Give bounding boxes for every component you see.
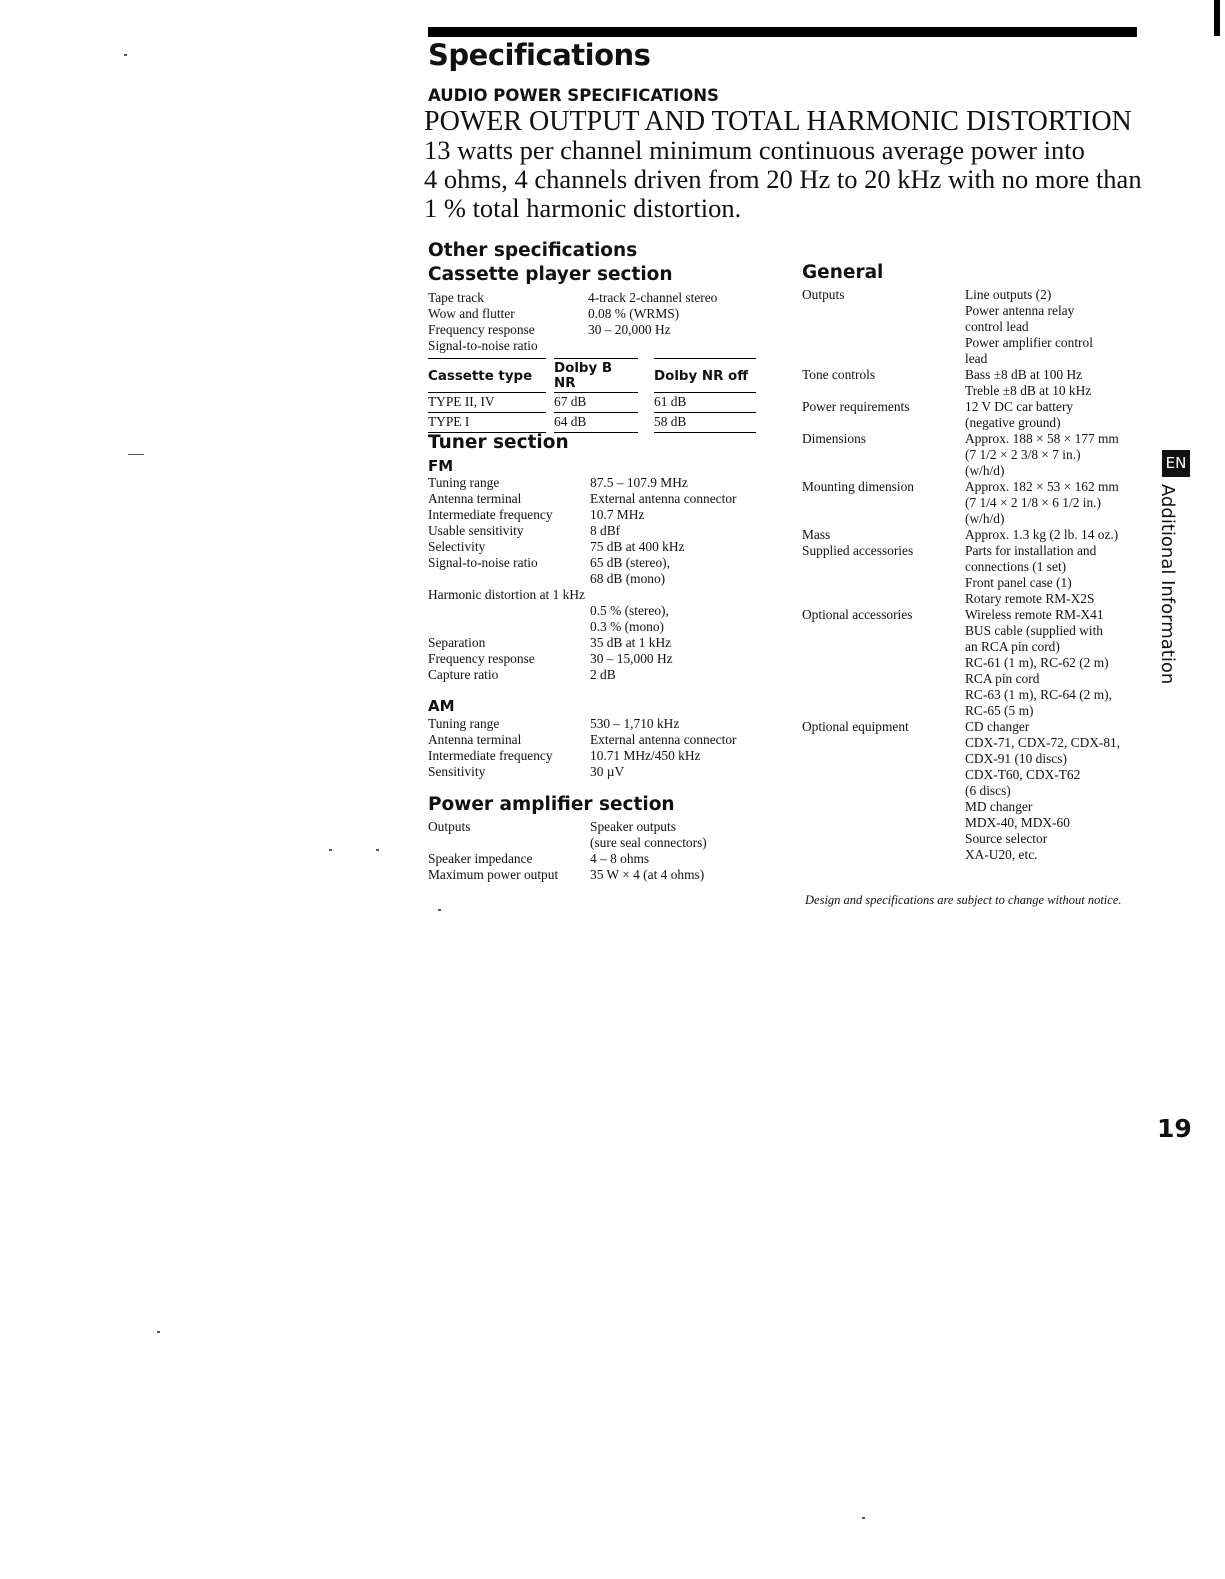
spec-label: Sensitivity [428,764,486,779]
cassette-section-heading: Cassette player section [428,264,673,285]
spec-label: Mass [802,527,831,542]
table-header: Cassette type [428,359,546,393]
spec-label: Outputs [428,819,471,834]
table-header: Dolby B NR [554,359,638,393]
spec-value: Front panel case (1) [965,575,1072,590]
general-section-heading: General [802,262,884,283]
spec-value: CDX-T60, CDX-T62 [965,767,1081,782]
spec-label: Optional accessories [802,607,913,622]
cassette-snr-table [428,358,756,433]
spec-label: Optional equipment [802,719,909,734]
spec-value: 12 V DC car battery [965,399,1074,414]
spec-value: RC-61 (1 m), RC-62 (2 m) [965,655,1109,670]
spec-value: 35 W × 4 (at 4 ohms) [590,867,705,882]
spec-value: CDX-71, CDX-72, CDX-81, [965,735,1121,750]
section-side-label: Additional Information [1157,484,1178,685]
spec-value: Parts for installation and [965,543,1097,558]
spec-value: 30 µV [590,764,625,779]
spec-value: Bass ±8 dB at 100 Hz [965,367,1083,382]
scan-speck [329,849,332,851]
spec-label: Intermediate frequency [428,748,553,763]
spec-value: 10.7 MHz [590,507,645,522]
spec-value: connections (1 set) [965,559,1067,574]
scan-speck [157,1331,160,1333]
spec-value: an RCA pin cord) [965,639,1060,654]
spec-value: RCA pin cord [965,671,1040,686]
spec-value: 2 dB [590,667,616,682]
spec-value: Power amplifier control [965,335,1093,350]
scan-speck [862,1517,865,1519]
spec-value: MD changer [965,799,1033,814]
page-number: 19 [1157,1114,1192,1143]
spec-value: CDX-91 (10 discs) [965,751,1067,766]
spec-value: (sure seal connectors) [590,835,707,850]
spec-value: 0.5 % (stereo), [590,603,669,618]
spec-value: Wireless remote RM-X41 [965,607,1104,622]
table-cell: TYPE II, IV [428,393,546,413]
spec-label: Speaker impedance [428,851,533,866]
table-row [428,393,756,413]
language-tab: EN [1162,450,1190,477]
scan-speck [124,54,127,56]
spec-value: 0.3 % (mono) [590,619,665,634]
spec-label: Tape track [428,290,484,305]
spec-value: XA-U20, etc. [965,847,1038,862]
spec-value: lead [965,351,988,366]
spec-value: Approx. 182 × 53 × 162 mm [965,479,1119,494]
scan-speck [376,849,379,851]
spec-value: Rotary remote RM-X2S [965,591,1095,606]
spec-value: (w/h/d) [965,463,1005,478]
spec-value: Approx. 1.3 kg (2 lb. 14 oz.) [965,527,1119,542]
spec-label: Signal-to-noise ratio [428,555,538,570]
spec-label: Usable sensitivity [428,523,524,538]
top-rule [428,27,1137,37]
spec-value: Speaker outputs [590,819,676,834]
spec-value: 10.71 MHz/450 kHz [590,748,701,763]
spec-value: (negative ground) [965,415,1061,430]
spec-value: RC-65 (5 m) [965,703,1034,718]
spec-value: 530 – 1,710 kHz [590,716,680,731]
other-specs-heading: Other specifications [428,240,638,261]
spec-label: Tone controls [802,367,876,382]
table-cell: TYPE I [428,413,546,433]
table-cell: 67 dB [554,393,638,413]
spec-value: Line outputs (2) [965,287,1052,302]
spec-value: BUS cable (supplied with [965,623,1103,638]
spec-label: Harmonic distortion at 1 kHz [428,587,585,602]
spec-label: Maximum power output [428,867,559,882]
power-output-title: POWER OUTPUT AND TOTAL HARMONIC DISTORTION [424,106,1132,137]
spec-label: Mounting dimension [802,479,914,494]
scan-speck [438,909,441,911]
spec-label: Tuning range [428,716,500,731]
amplifier-section-heading: Power amplifier section [428,794,675,815]
spec-label: Capture ratio [428,667,499,682]
table-row [428,413,756,433]
tuner-section-heading: Tuner section [428,432,569,453]
spec-value: 65 dB (stereo), [590,555,670,570]
spec-label: Antenna terminal [428,732,522,747]
spec-label: Separation [428,635,486,650]
power-statement-line: 4 ohms, 4 channels driven from 20 Hz to 20 kHz with no more than [424,164,1142,194]
spec-value: Power antenna relay [965,303,1075,318]
disclaimer-note: Design and specifications are subject to change without notice. [805,893,1122,907]
corner-mark [1214,0,1220,36]
spec-label: Antenna terminal [428,491,522,506]
table-cell: 61 dB [654,393,756,413]
spec-value: 87.5 – 107.9 MHz [590,475,688,490]
table-cell: 58 dB [654,413,756,433]
spec-value: (6 discs) [965,783,1011,798]
spec-label: Intermediate frequency [428,507,553,522]
spec-value: 30 – 20,000 Hz [588,322,671,337]
spec-value: (w/h/d) [965,511,1005,526]
spec-value: Treble ±8 dB at 10 kHz [965,383,1092,398]
spec-label: Dimensions [802,431,866,446]
spec-value: 75 dB at 400 kHz [590,539,685,554]
page-title: Specifications [428,38,651,72]
table-cell: 64 dB [554,413,638,433]
spec-label: Power requirements [802,399,910,414]
table-header-row [428,359,756,393]
spec-value: 68 dB (mono) [590,571,666,586]
spec-value: control lead [965,319,1029,334]
spec-label: Tuning range [428,475,500,490]
spec-value: External antenna connector [590,732,737,747]
spec-value: CD changer [965,719,1030,734]
spec-value: (7 1/2 × 2 3/8 × 7 in.) [965,447,1081,462]
spec-value: External antenna connector [590,491,737,506]
spec-value: Approx. 188 × 58 × 177 mm [965,431,1119,446]
audio-power-heading: AUDIO POWER SPECIFICATIONS [428,86,719,105]
spec-label: Wow and flutter [428,306,515,321]
spec-value: 4-track 2-channel stereo [588,290,718,305]
spec-value: 8 dBf [590,523,621,538]
table-header: Dolby NR off [654,359,756,393]
spec-value: 35 dB at 1 kHz [590,635,672,650]
spec-label: Frequency response [428,651,535,666]
power-statement-line: 13 watts per channel minimum continuous average power into [424,135,1085,165]
spec-label: Frequency response [428,322,535,337]
spec-label: Supplied accessories [802,543,914,558]
spec-value: MDX-40, MDX-60 [965,815,1070,830]
spec-value: (7 1/4 × 2 1/8 × 6 1/2 in.) [965,495,1101,510]
power-statement-line: 1 % total harmonic distortion. [424,193,742,223]
spec-value: 4 – 8 ohms [590,851,650,866]
spec-value: RC-63 (1 m), RC-64 (2 m), [965,687,1112,702]
spec-value: 30 – 15,000 Hz [590,651,673,666]
scan-speck [128,454,144,455]
spec-value: Source selector [965,831,1048,846]
am-heading: AM [428,697,455,715]
spec-label: Outputs [802,287,845,302]
fm-heading: FM [428,457,454,475]
spec-label: Selectivity [428,539,486,554]
spec-label: Signal-to-noise ratio [428,338,538,353]
spec-value: 0.08 % (WRMS) [588,306,680,321]
